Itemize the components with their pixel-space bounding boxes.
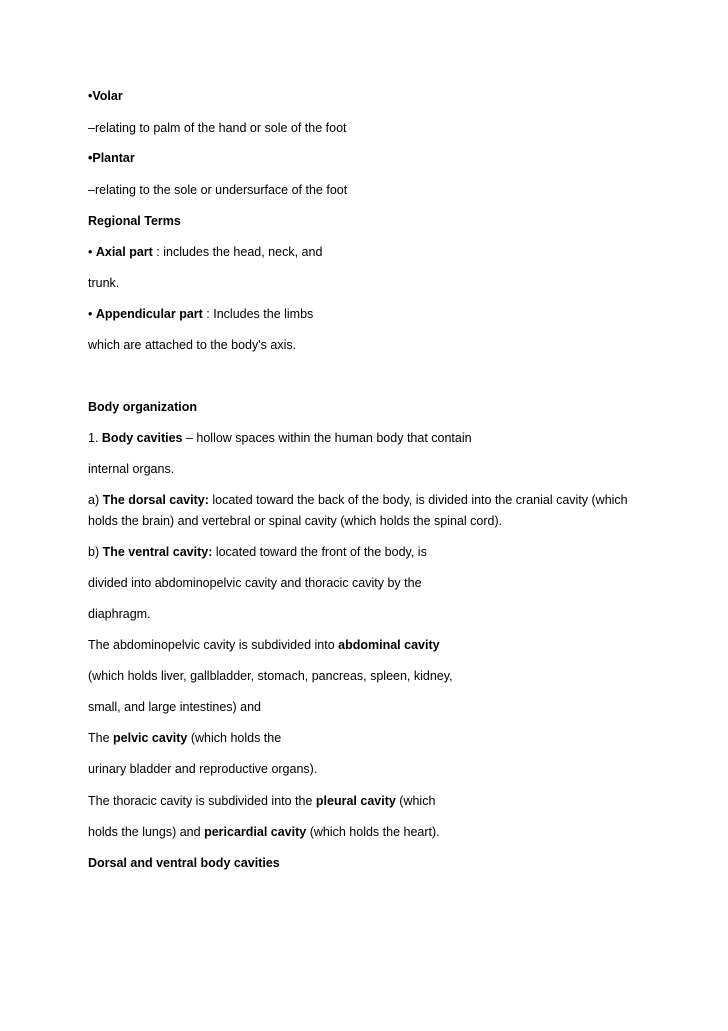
ventral-cavity-continuation-2: diaphragm. (88, 607, 151, 621)
body-cavities-line: 1. Body cavities – hollow spaces within the human body that contain (88, 431, 472, 445)
thoracic-cavity-line: The thoracic cavity is subdivided into the pleural cavity (which (88, 794, 436, 808)
abdominopelvic-continuation-1: (which holds liver, gallbladder, stomach, pancreas, spleen, kidney, (88, 669, 453, 683)
regional-terms-heading: Regional Terms (88, 214, 181, 228)
body-cavities-continuation: internal organs. (88, 462, 175, 476)
axial-part-continuation: trunk. (88, 276, 120, 290)
axial-part-line: • Axial part : includes the head, neck, and (88, 245, 323, 259)
volar-heading: •Volar (88, 89, 123, 103)
body-organization-heading: Body organization (88, 400, 198, 414)
pelvic-cavity-line: The pelvic cavity (which holds the (88, 731, 282, 745)
ventral-cavity-continuation-1: divided into abdominopelvic cavity and thoracic cavity by the (88, 576, 422, 590)
appendicular-part-line: • Appendicular part : Includes the limbs (88, 307, 314, 321)
volar-definition: –relating to palm of the hand or sole of the foot (88, 121, 347, 135)
pelvic-cavity-continuation: urinary bladder and reproductive organs). (88, 762, 318, 776)
dorsal-cavity-paragraph: a) The dorsal cavity: located toward the back of the body, is divided into the cranial cavity (which holds the brain) and vertebral or spinal cavity (which holds the spinal cord). (88, 493, 628, 528)
ventral-cavity-line: b) The ventral cavity: located toward the front of the body, is (88, 545, 427, 559)
abdominopelvic-continuation-2: small, and large intestines) and (88, 700, 262, 714)
appendicular-part-continuation: which are attached to the body's axis. (88, 338, 297, 352)
abdominopelvic-line: The abdominopelvic cavity is subdivided into abdominal cavity (88, 638, 440, 652)
pericardial-cavity-line: holds the lungs) and pericardial cavity (which holds the heart). (88, 825, 440, 839)
dorsal-ventral-heading: Dorsal and ventral body cavities (88, 856, 280, 870)
plantar-definition: –relating to the sole or undersurface of the foot (88, 183, 348, 197)
plantar-heading: •Plantar (88, 151, 135, 165)
